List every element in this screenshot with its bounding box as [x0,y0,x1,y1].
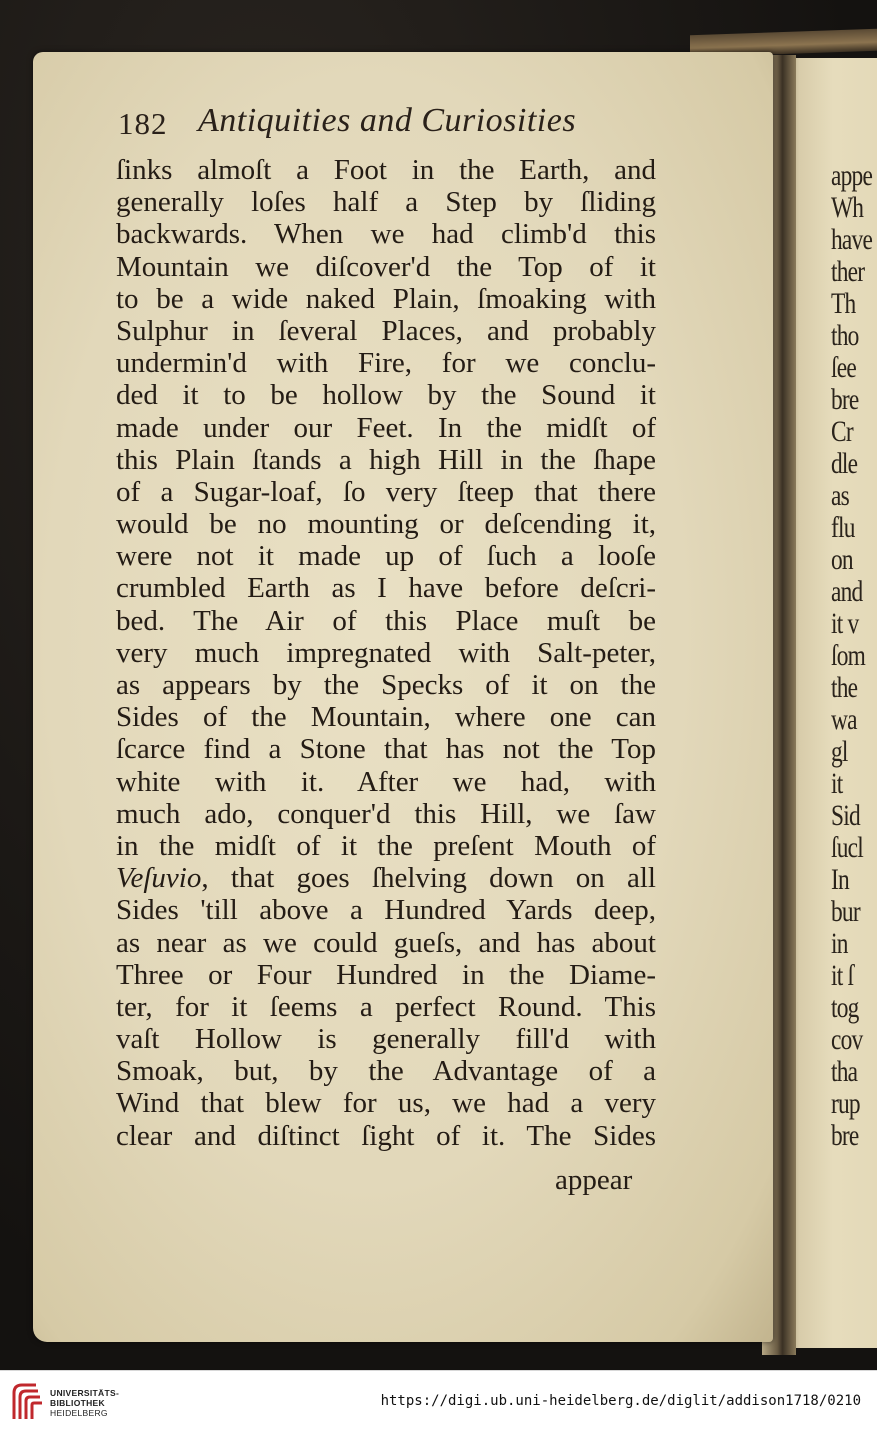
body-line: this Plain ſtands a high Hill in the ſhape [116,443,656,476]
next-page-line: it v [831,607,859,640]
next-page-fragment [785,58,877,1348]
body-line: were not it made up of ſuch a looſe [116,540,656,573]
body-line: Mountain we diſcover'd the Top of it [116,250,656,283]
next-page-line: bre [831,1119,859,1152]
next-page-line: and [831,575,863,608]
body-text [116,154,656,1152]
next-page-line: dle [831,447,858,480]
body-line: ſcarce find a Stone that has not the Top [116,733,656,766]
next-page-line: it [831,767,843,800]
running-head: Antiquities and Curiosities [198,102,577,139]
body-line: ded it to be hollow by the Sound it [116,379,656,412]
body-line: of a Sugar-loaf, ſo very ſteep that there [116,475,656,508]
next-page-line: tha [831,1055,858,1088]
next-page-line: the [831,671,858,704]
place-name-italic: Veſuvio [116,862,202,895]
body-line-rest: , that goes ſhelving down on all [201,862,656,895]
body-line: Three or Four Hundred in the Diame- [116,958,656,991]
next-page-line: bur [831,895,860,928]
next-page-line: it ſ [831,959,854,992]
next-page-line: tho [831,319,859,352]
body-line: would be no mounting or deſcending it, [116,508,656,541]
body-line: ſinks almoſt a Foot in the Earth, and [116,154,656,186]
catchword: appear [555,1164,633,1196]
body-line: Sulphur in ſeveral Places, and probably [116,314,656,347]
permalink-url[interactable]: https://digi.ub.uni-heidelberg.de/diglit/addison1718/0210 [380,1393,861,1409]
next-page-line: have [831,223,873,256]
body-line: Sides of the Mountain, where one can [116,701,656,734]
next-page-line: ſucl [831,831,863,864]
body-line: white with it. After we had, with [116,765,656,798]
next-page-text [831,160,877,1152]
next-page-line: as [831,479,849,512]
body-line: ter, for it ſeems a perfect Round. This [116,990,656,1023]
next-page-line: ſee [831,351,856,384]
body-line: made under our Feet. In the midſt of [116,411,656,444]
body-line: very much impregnated with Salt-peter, [116,636,656,669]
body-line: Sides 'till above a Hundred Yards deep, [116,894,656,927]
next-page-line: bre [831,383,859,416]
library-name-line-3: HEIDELBERG [50,1408,108,1418]
next-page-line: ſom [831,639,866,672]
body-line: Wind that blew for us, we had a very [116,1087,656,1120]
body-line: backwards. When we had climb'd this [116,218,656,251]
body-line: to be a wide naked Plain, ſmoaking with [116,282,656,315]
viewer-footer [0,1370,877,1434]
library-logo-icon [10,1379,46,1423]
next-page-line: rup [831,1087,860,1120]
next-page-line: Th [831,287,856,320]
body-line: as near as we could gueſs, and has about [116,926,656,959]
next-page-line: in [831,927,848,960]
body-line: much ado, conquer'd this Hill, we ſaw [116,797,656,830]
next-page-line: flu [831,511,855,544]
body-line: in the midſt of it the preſent Mouth of [116,829,656,862]
next-page-line: cov [831,1023,863,1056]
body-line [116,862,656,894]
next-page-line: gl [831,735,848,768]
page-header [118,102,638,142]
body-line: as appears by the Specks of it on the [116,669,656,701]
next-page-line: Sid [831,799,860,832]
body-line: generally loſes half a Step by ſliding [116,186,656,219]
library-name [50,1388,119,1418]
page-number: 182 [118,106,168,141]
body-line: Smoak, but, by the Advantage of a [116,1055,656,1088]
library-name-line-2: BIBLIOTHEK [50,1398,105,1408]
next-page-line: appe [831,159,873,192]
next-page-line: wa [831,703,857,736]
next-page-line: Cr [831,415,853,448]
body-line: bed. The Air of this Place muſt be [116,604,656,637]
body-line: vaſt Hollow is generally fill'd with [116,1023,656,1056]
library-name-line-1: UNIVERSITÄTS- [50,1388,120,1398]
body-line: undermin'd with Fire, for we conclu- [116,347,656,380]
next-page-line: tog [831,991,859,1024]
next-page-line: on [831,543,853,576]
body-line: crumbled Earth as I have before deſcri- [116,572,656,605]
body-line: clear and diſtinct ſight of it. The Sides [116,1119,656,1152]
next-page-line: Wh [831,191,864,224]
next-page-line: ther [831,255,865,288]
next-page-line: In [831,863,849,896]
